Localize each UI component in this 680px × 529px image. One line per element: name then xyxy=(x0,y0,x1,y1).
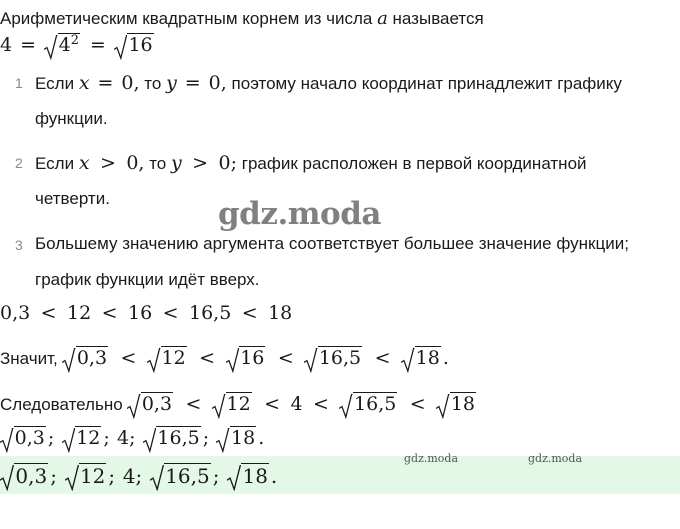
sqrt-term xyxy=(62,426,102,450)
sqrt-term xyxy=(304,346,362,370)
sqrt-term xyxy=(436,392,476,416)
answer-line xyxy=(0,463,277,488)
separator: ; xyxy=(47,427,55,449)
plain-value: 4 xyxy=(290,393,303,415)
cmp-op: < xyxy=(40,302,57,324)
example-equation xyxy=(0,33,156,57)
sqrt-term xyxy=(216,426,256,450)
definition-line xyxy=(0,8,484,29)
sqrt-term xyxy=(0,463,48,488)
rad-value: 18 xyxy=(231,427,256,449)
math-eq: = xyxy=(184,72,201,94)
znachit-label: Значит, xyxy=(0,349,58,368)
rad-value: 12 xyxy=(226,393,251,415)
rad-value: 18 xyxy=(242,464,268,488)
cmp-op: < xyxy=(162,302,179,324)
separator: ; xyxy=(202,427,210,449)
sqrt-term xyxy=(0,426,46,450)
cmp-value: 16 xyxy=(128,302,153,324)
znachit-line xyxy=(0,346,449,370)
sledovatelno-line xyxy=(0,392,478,416)
sqrt-term xyxy=(226,346,266,370)
sqrt-term xyxy=(150,463,211,488)
list-item-line-2: четверти. xyxy=(35,189,110,208)
rad-value: 16 xyxy=(240,347,265,369)
watermark-small: gdz.moda xyxy=(528,452,583,465)
list-number: 1 xyxy=(15,75,23,91)
sqrt-term xyxy=(127,392,173,416)
ordered-list-line xyxy=(0,426,264,450)
rad-value: 0,3 xyxy=(15,464,48,488)
list-item-line xyxy=(35,152,587,174)
separator: ; xyxy=(135,464,143,488)
sqrt-sixteen xyxy=(114,33,154,57)
plain-value: 4 xyxy=(117,427,130,449)
cmp-value: 0,3 xyxy=(0,302,31,324)
separator: ; xyxy=(129,427,136,449)
list-item-line: Большему значению аргумента соответствует большее значение функции; xyxy=(35,234,629,253)
cmp-value: 16,5 xyxy=(188,302,232,324)
math-gt: > xyxy=(192,152,209,174)
comparison-line xyxy=(0,302,292,324)
rad-value: 18 xyxy=(415,347,440,369)
item-text: то xyxy=(149,154,167,173)
rad-value: 16,5 xyxy=(165,464,210,488)
list-number: 2 xyxy=(15,155,23,171)
math-x: x xyxy=(78,72,90,94)
rad-value: 16,5 xyxy=(157,427,200,449)
list-item-line-2: график функции идёт вверх. xyxy=(35,270,260,289)
cmp-op: < xyxy=(409,393,426,415)
item-text: график расположен в первой координатной xyxy=(241,154,587,173)
rad-value: 16 xyxy=(128,34,153,56)
item-text: Если xyxy=(35,74,75,93)
math-gt: > xyxy=(99,152,116,174)
rad-power: 2 xyxy=(70,32,79,48)
sqrt-term xyxy=(401,346,441,370)
rad-value: 18 xyxy=(450,393,476,415)
cmp-op: < xyxy=(120,347,137,369)
item-text: Если xyxy=(35,154,75,173)
eq-sign: = xyxy=(20,34,36,56)
item-text: то xyxy=(144,74,162,93)
math-zero: 0; xyxy=(218,152,238,174)
math-zero: 0, xyxy=(208,72,227,94)
eq-lhs: 4 xyxy=(0,34,13,56)
definition-text: Арифметическим квадратным корнем из числа xyxy=(0,9,373,28)
cmp-op: < xyxy=(199,347,216,369)
sqrt-term xyxy=(212,392,252,416)
sqrt-four-squared xyxy=(44,33,80,57)
separator: ; xyxy=(50,464,57,488)
math-zero: 0, xyxy=(126,152,145,174)
cmp-op: < xyxy=(264,393,281,415)
cmp-value: 12 xyxy=(67,302,92,324)
sqrt-term xyxy=(65,463,107,488)
rad-value: 12 xyxy=(79,464,106,488)
rad-value: 0,3 xyxy=(141,393,173,415)
rad-value: 0,3 xyxy=(76,347,108,369)
math-y: y xyxy=(166,72,177,94)
sledovatelno-label: Следовательно xyxy=(0,395,123,414)
math-zero: 0, xyxy=(121,72,140,94)
math-x: x xyxy=(78,152,90,174)
rad-base: 4 xyxy=(58,34,71,56)
list-number: 3 xyxy=(15,237,23,253)
eq-sign-2: = xyxy=(89,34,106,56)
list-item-line-2: функции. xyxy=(35,109,108,128)
plain-value: 4 xyxy=(122,464,136,488)
cmp-op: < xyxy=(241,302,258,324)
sqrt-term xyxy=(339,392,397,416)
separator: ; xyxy=(103,427,110,449)
cmp-op: < xyxy=(374,347,391,369)
math-y: y xyxy=(171,152,182,174)
rad-value: 0,3 xyxy=(14,427,45,449)
sqrt-term xyxy=(227,463,269,488)
rad-value: 16,5 xyxy=(354,393,397,415)
cmp-op: < xyxy=(101,302,118,324)
period: . xyxy=(258,427,265,449)
cmp-op: < xyxy=(313,393,329,415)
separator: ; xyxy=(212,464,220,488)
watermark-small: gdz.moda xyxy=(404,452,459,465)
rad-value: 16,5 xyxy=(318,347,362,369)
period: . xyxy=(442,347,449,369)
math-eq: = xyxy=(97,72,114,94)
cmp-value: 18 xyxy=(268,302,293,324)
rad-value: 12 xyxy=(76,427,101,449)
item-text: поэтому начало координат принадлежит графику xyxy=(231,74,622,93)
rad-value: 12 xyxy=(161,347,186,369)
period: . xyxy=(270,464,278,488)
definition-text-end: называется xyxy=(392,9,484,28)
variable-a: a xyxy=(377,8,388,29)
sqrt-term xyxy=(143,426,201,450)
separator: ; xyxy=(108,464,116,488)
cmp-op: < xyxy=(185,393,202,415)
sqrt-term xyxy=(62,346,108,370)
watermark-logo: gdz.moda xyxy=(218,196,381,232)
cmp-op: < xyxy=(277,347,294,369)
list-item-line xyxy=(35,72,622,94)
sqrt-term xyxy=(147,346,187,370)
